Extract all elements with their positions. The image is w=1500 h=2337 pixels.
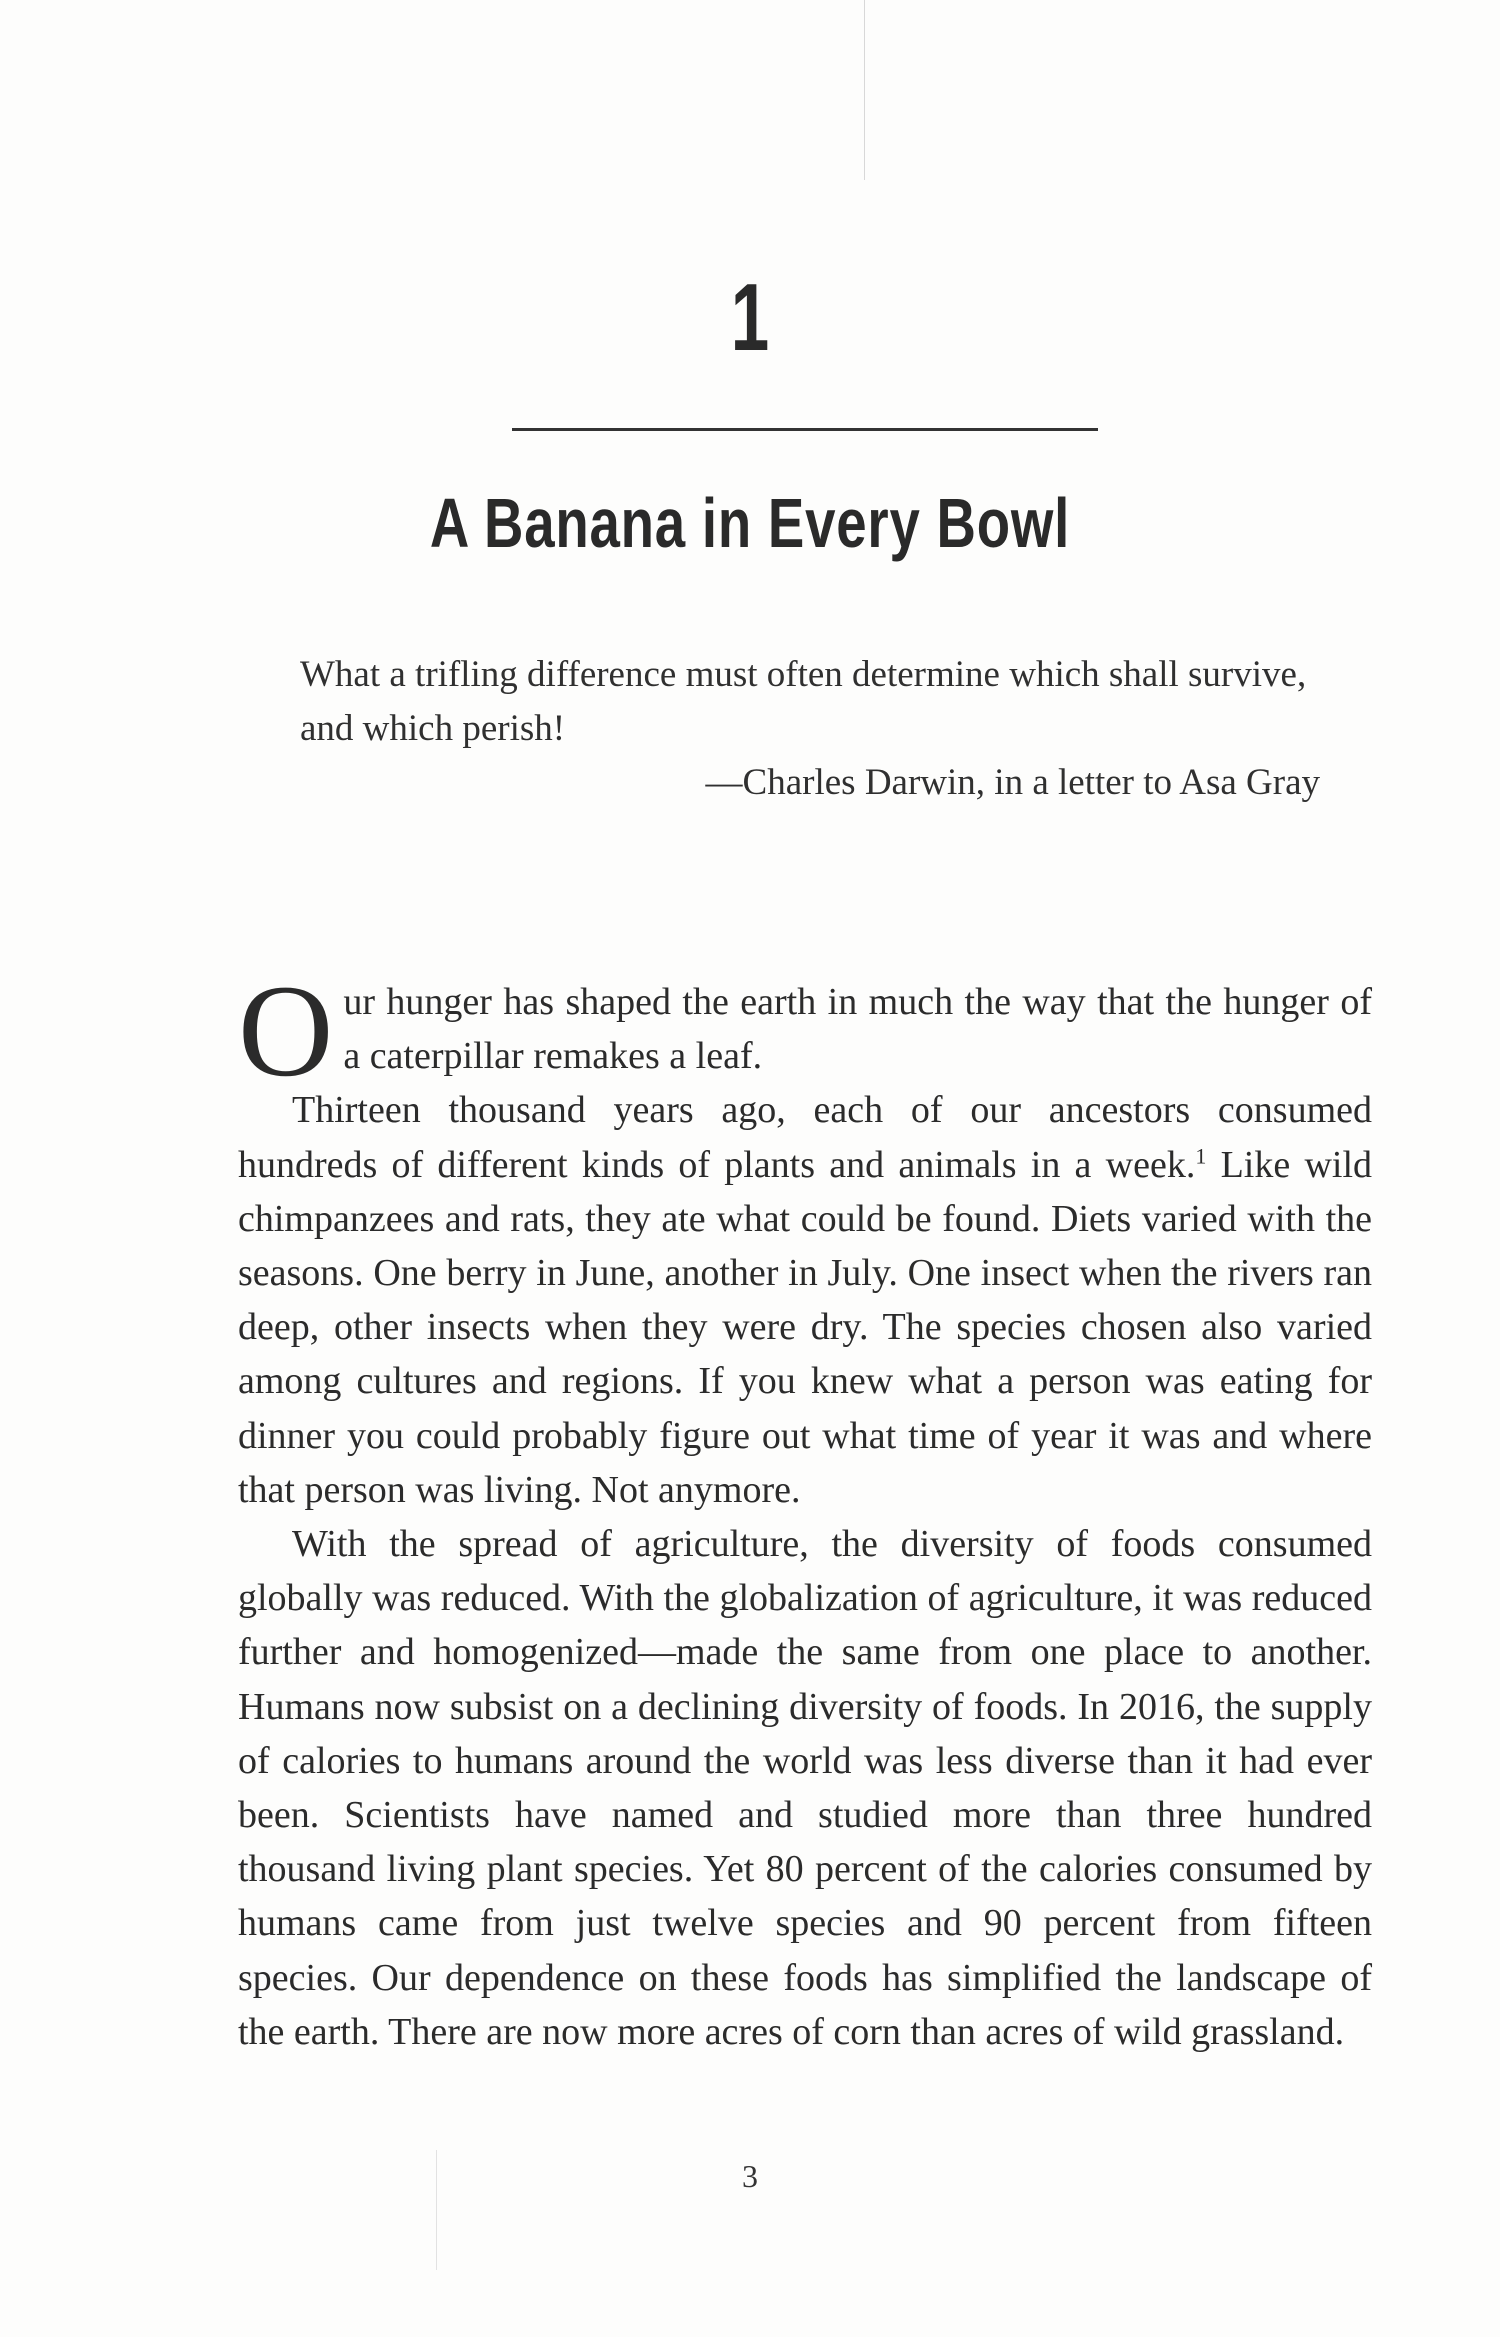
page-number: 3	[742, 2158, 758, 2194]
chapter-title: A Banana in Every Bowl	[429, 484, 1071, 562]
drop-cap: O	[238, 957, 334, 1104]
paragraph-1	[238, 957, 1372, 1104]
epigraph	[300, 648, 1320, 810]
scan-artifact-line	[864, 0, 865, 180]
epigraph-attribution: —Charles Darwin, in a letter to Asa Gray	[705, 762, 1320, 803]
paragraph-2	[238, 1083, 1372, 1517]
footnote-marker[interactable]: 1	[1195, 1142, 1207, 1168]
chapter-number: 1	[730, 264, 770, 371]
chapter-divider	[512, 428, 1098, 431]
paragraph-2-text-b: Like wild chimpanzees and rats, they ate what could be found. Diets varied with the seasons. One berry in June, another in July. One insect when the rivers ran deep, other insects when they were dry. The species chosen also varied among cultures and regions. If you knew what a person was eating for dinner you could probably figure out what time of year it was and where that person was living. Not anymore.	[238, 1143, 1373, 1511]
epigraph-quote: What a trifling difference must often determine which shall survive, and which perish!	[300, 654, 1307, 749]
chapter-body	[238, 957, 1373, 2059]
paragraph-2-text-a: Thirteen thousand years ago, each of our ancestors consumed hundreds of different kinds of plants and animals in a week.	[238, 1089, 1372, 1186]
paragraph-1-text: ur hunger has shaped the earth in much the way that the hunger of a caterpillar remakes a leaf.	[343, 981, 1372, 1078]
paragraph-3: With the spread of agriculture, the diversity of foods consumed globally was reduced. With the globalization of agriculture, it was reduced further and homogenized—made the same from one place to another. Humans now subsist on a declining diversity of foods. In 2016, the supply of calories to humans around the world was less diverse than it had ever been. Scientists have named and studied more than three hundred thousand living plant species. Yet 80 percent of the calories consumed by humans came from just twelve species and 90 percent from fifteen species. Our dependence on these foods has simplified the landscape of the earth. There are now more acres of corn than acres of wild grassland.	[238, 1523, 1372, 2053]
